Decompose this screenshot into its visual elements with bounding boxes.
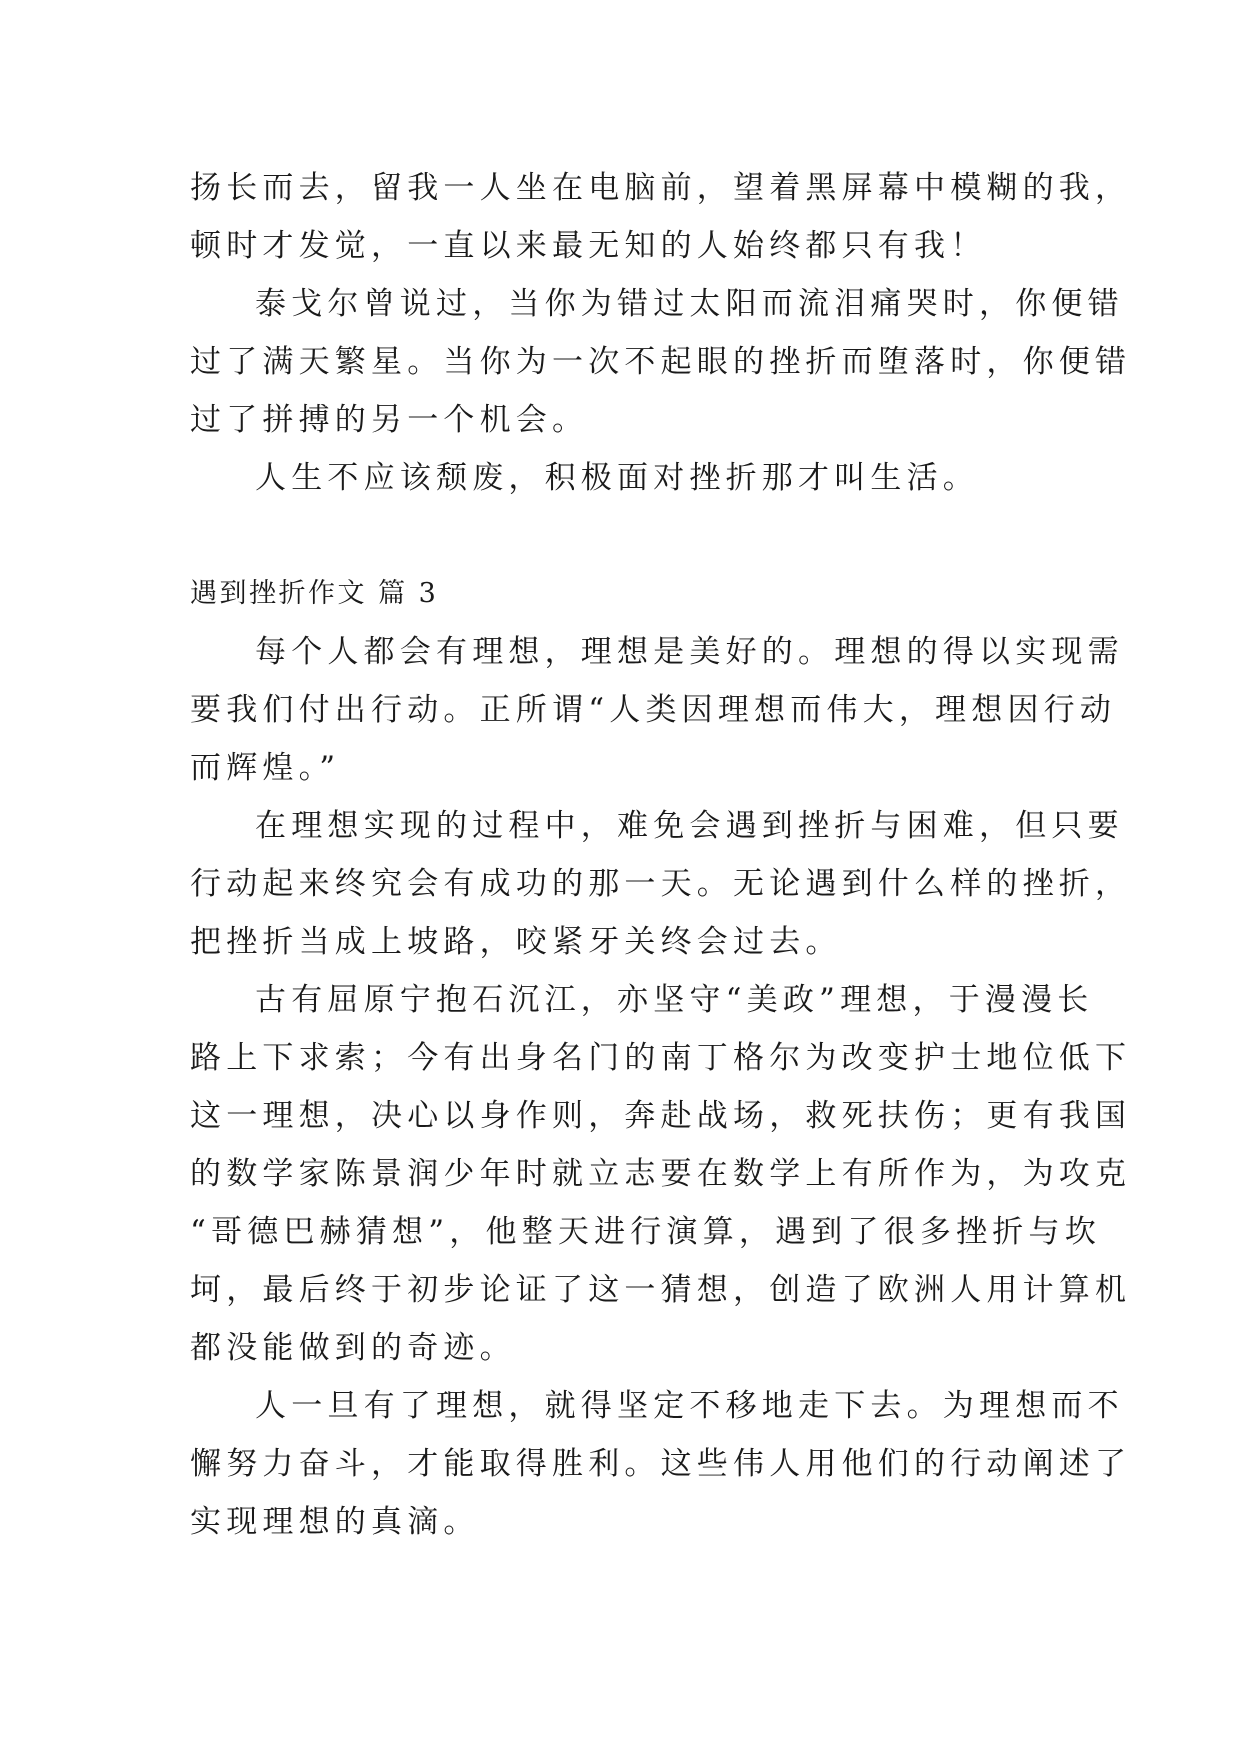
- text-line: 的数学家陈景润少年时就立志要在数学上有所作为，为攻克: [190, 1156, 1132, 1192]
- text-line: 坷，最后终于初步论证了这一猜想，创造了欧洲人用计算机: [190, 1272, 1132, 1308]
- section-heading: 遇到挫折作文 篇 3: [190, 578, 439, 609]
- text-line: 懈努力奋斗，才能取得胜利。这些伟人用他们的行动阐述了: [190, 1446, 1132, 1482]
- text-line: 这一理想，决心以身作则，奔赴战场，救死扶伤；更有我国: [190, 1098, 1132, 1134]
- text-line: 扬长而去，留我一人坐在电脑前，望着黑屏幕中模糊的我，: [190, 170, 1132, 206]
- text-line: 都没能做到的奇迹。: [190, 1330, 516, 1366]
- text-line: 过了拼搏的另一个机会。: [190, 402, 589, 438]
- text-line: 在理想实现的过程中，难免会遇到挫折与困难，但只要: [255, 808, 1124, 844]
- text-line: 路上下求索；今有出身名门的南丁格尔为改变护士地位低下: [190, 1040, 1132, 1076]
- text-line: 人生不应该颓废，积极面对挫折那才叫生活。: [255, 460, 979, 496]
- text-line: 古有屈原宁抱石沉江，亦坚守“美政”理想，于漫漫长: [255, 982, 1094, 1018]
- text-line: 过了满天繁星。当你为一次不起眼的挫折而堕落时，你便错: [190, 344, 1132, 380]
- text-line: 泰戈尔曾说过，当你为错过太阳而流泪痛哭时，你便错: [255, 286, 1124, 322]
- text-line: 每个人都会有理想，理想是美好的。理想的得以实现需: [255, 634, 1124, 670]
- text-line: “哥德巴赫猜想”，他整天进行演算，遇到了很多挫折与坎: [190, 1214, 1101, 1250]
- text-line: 把挫折当成上坡路，咬紧牙关终会过去。: [190, 924, 842, 960]
- text-line: 要我们付出行动。正所谓“人类因理想而伟大，理想因行动: [190, 692, 1117, 728]
- text-line: 顿时才发觉，一直以来最无知的人始终都只有我！: [190, 228, 987, 264]
- text-line: 实现理想的真滴。: [190, 1504, 480, 1540]
- text-line: 行动起来终究会有成功的那一天。无论遇到什么样的挫折，: [190, 866, 1132, 902]
- text-line: 而辉煌。”: [190, 750, 341, 786]
- text-line: 人一旦有了理想，就得坚定不移地走下去。为理想而不: [255, 1388, 1124, 1424]
